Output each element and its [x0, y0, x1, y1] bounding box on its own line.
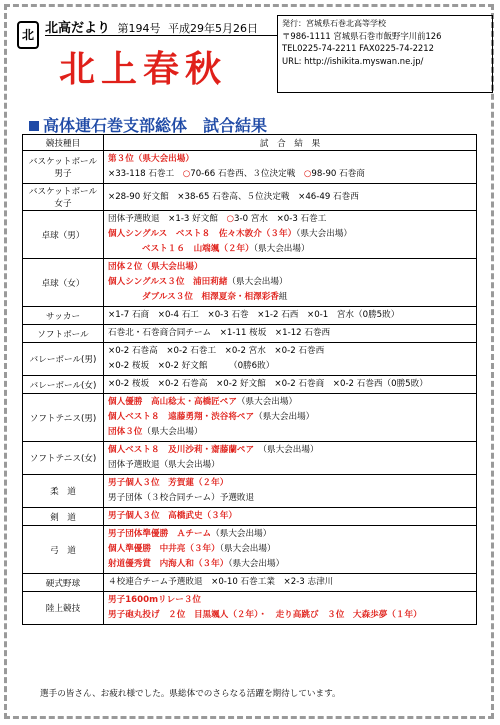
table-row — [23, 442, 477, 475]
result-line — [108, 395, 472, 410]
event-name: ソフトテニス(男) — [23, 394, 104, 442]
result-text: 男子個人３位 高橋武史（３年） — [108, 511, 237, 521]
result-line — [108, 377, 472, 392]
table-row — [23, 343, 477, 376]
result-line — [108, 212, 472, 227]
result-text: ×0-2 桜坂 ×0-2 好文館 （0勝6敗） — [108, 361, 275, 371]
result-text: ×33-118 石巻工 — [108, 169, 183, 179]
table-row — [23, 325, 477, 343]
tel-fax: TEL0225-74-2211 FAX0225-74-2212 — [282, 43, 434, 54]
result-cell — [104, 259, 477, 307]
result-line — [108, 260, 472, 275]
event-name: バスケットボール男子 — [23, 151, 104, 184]
school-crest-icon: 北 — [17, 21, 39, 49]
issue-date: 平成29年5月26日 — [168, 22, 259, 35]
result-line — [108, 290, 472, 305]
table-row — [23, 184, 477, 211]
result-text: ４校連合チーム予選敗退 ×0-10 石巻工業 ×2-3 志津川 — [108, 577, 334, 587]
address: 〒986-1111 宮城県石巻市飯野字川前126 — [282, 31, 442, 42]
result-text: 個人ベスト８ 及川沙莉・齋藤蘭ペア — [108, 445, 255, 455]
result-text: 個人準優勝 中井亮（３年） — [108, 544, 220, 554]
result-text: 70-66 石巻西、３位決定戦 — [190, 169, 304, 179]
result-text: 石巻北・石巻商合同チーム ×1-11 桜坂 ×1-12 石巻西 — [108, 328, 331, 338]
result-text: （県大会出場） — [211, 529, 272, 539]
result-text: （県大会出場） — [254, 412, 315, 422]
result-text: 98-90 石巻商 — [311, 169, 365, 179]
table-row — [23, 508, 477, 526]
results-table — [22, 134, 477, 625]
publisher: 発行：宮城県石巻北高等学校 — [282, 19, 386, 28]
newsletter-nickname: 北高だより — [45, 21, 111, 36]
result-text: （県大会出場） — [254, 445, 319, 455]
result-text: 男子1600mリレー３位 — [108, 595, 202, 605]
table-row — [23, 211, 477, 259]
table-row — [23, 151, 477, 184]
result-line — [108, 593, 472, 608]
result-cell — [104, 394, 477, 442]
result-cell — [104, 376, 477, 394]
result-line — [108, 308, 472, 323]
result-text: （県大会出場） — [296, 229, 353, 239]
result-text: （県大会出場） — [227, 277, 288, 287]
result-line — [108, 527, 472, 542]
event-name: 硬式野球 — [23, 574, 104, 592]
newsletter-title: 北上春秋 — [59, 48, 228, 90]
result-line — [108, 242, 472, 257]
publisher-box — [277, 15, 493, 93]
result-text: （県大会出場） — [236, 397, 298, 407]
result-text: 3-0 宮水 ×0-3 石巻工 — [234, 214, 327, 224]
event-name: バレーボール(男) — [23, 343, 104, 376]
header-result: 試 合 結 果 — [104, 135, 477, 151]
table-header-row — [23, 135, 477, 151]
result-cell — [104, 508, 477, 526]
table-row — [23, 592, 477, 625]
result-line — [108, 344, 472, 359]
result-cell — [104, 211, 477, 259]
result-cell — [104, 574, 477, 592]
result-text: ×1-7 石商 ×0-4 石工 ×0-3 石巻 ×1-2 石西 ×0-1 宮水（0勝5敗） — [108, 310, 400, 320]
table-row — [23, 394, 477, 442]
result-text: 男子個人３位 芳賀蓮（２年） — [108, 478, 229, 488]
result-text: 男子砲丸投げ ２位 目黒颯人（２年）・ 走り高跳び ３位 大森歩夢（１年） — [108, 610, 422, 620]
result-line — [108, 491, 472, 506]
result-line — [108, 190, 472, 205]
result-line — [108, 509, 472, 524]
result-text: 個人優勝 高山稔太・高橋匠ペア — [108, 397, 237, 407]
table-row — [23, 574, 477, 592]
result-cell — [104, 442, 477, 475]
result-text: ○ — [182, 169, 191, 179]
result-text: 射道優秀賞 内海人和（３年） — [108, 559, 229, 569]
result-line — [108, 542, 472, 557]
result-line — [108, 410, 472, 425]
url-link[interactable]: URL: http://ishikita.myswan.ne.jp/ — [282, 55, 424, 66]
result-text: ○ — [226, 214, 235, 224]
masthead — [15, 15, 493, 93]
table-row — [23, 475, 477, 508]
result-text: ダブルス３位 相澤夏奈・相澤彩香 — [142, 292, 279, 302]
result-text: 団体予選敗退 ×1-3 好文館 — [108, 214, 227, 224]
result-text: （県大会出場） — [253, 244, 310, 254]
result-text: 個人シングルス ベスト８ 佐々木敦介（３年） — [108, 229, 297, 239]
table-row — [23, 376, 477, 394]
result-line — [108, 476, 472, 491]
result-text: 団体予選敗退（県大会出場） — [108, 460, 220, 470]
result-text: ×28-90 好文館 ×38-65 石巻高、５位決定戦 ×46-49 石巻西 — [108, 191, 359, 202]
result-cell — [104, 325, 477, 343]
result-line — [108, 152, 472, 167]
section-title: 高体連石巻支部総体 試合結果 — [29, 113, 267, 136]
event-name: ソフトボール — [23, 325, 104, 343]
result-text: ○ — [303, 169, 312, 179]
result-line — [108, 608, 472, 623]
result-text: 団体３位 — [108, 427, 143, 437]
result-line — [108, 425, 472, 440]
result-line — [108, 575, 472, 590]
result-text: ×0-2 桜坂 ×0-2 石巻高 ×0-2 好文館 ×0-2 石巻商 ×0-2 石巻西（0勝5敗） — [108, 379, 428, 389]
result-text: 男子団体準優勝 Ａチーム — [108, 529, 212, 539]
result-line — [108, 275, 472, 290]
result-line — [108, 557, 472, 572]
table-row — [23, 526, 477, 574]
event-name: バスケットボール女子 — [23, 184, 104, 211]
result-cell — [104, 307, 477, 325]
result-line — [108, 458, 472, 473]
result-line — [108, 359, 472, 374]
result-line — [108, 326, 472, 341]
result-line — [108, 227, 472, 242]
result-text: 個人ベスト８ 遠藤勇翔・渋谷将ペア — [108, 412, 255, 422]
event-name: ソフトテニス(女) — [23, 442, 104, 475]
event-name: 卓球（男） — [23, 211, 104, 259]
masthead-line — [45, 17, 258, 36]
issue-number: 第194号 — [117, 22, 161, 35]
result-text: 第３位（県大会出場） — [108, 154, 194, 164]
event-name: サッカー — [23, 307, 104, 325]
table-row — [23, 259, 477, 307]
result-text: ×0-2 石巻高 ×0-2 石巻工 ×0-2 宮水 ×0-2 石巻西 — [108, 346, 325, 356]
closing-message: 選手の皆さん、お疲れ様でした。県総体でのさらなる活躍を期待しています。 — [40, 689, 341, 699]
table-row — [23, 307, 477, 325]
result-cell — [104, 184, 477, 211]
result-cell — [104, 343, 477, 376]
square-bullet-icon — [29, 121, 39, 131]
result-text: 組 — [278, 292, 288, 302]
event-name: バレーボール(女) — [23, 376, 104, 394]
result-cell — [104, 526, 477, 574]
result-text: （県大会出場） — [142, 427, 203, 437]
event-name: 卓球（女） — [23, 259, 104, 307]
result-cell — [104, 475, 477, 508]
result-text: 男子団体（３校合同チーム）予選敗退 — [108, 493, 255, 503]
result-line — [108, 443, 472, 458]
event-name: 陸上競技 — [23, 592, 104, 625]
result-cell — [104, 592, 477, 625]
masthead-rule — [45, 35, 277, 36]
result-text: ベスト１６ 山端颯（２年） — [142, 244, 254, 254]
result-text: 個人シングルス３位 浦田莉緒 — [108, 277, 228, 287]
result-cell — [104, 151, 477, 184]
result-text: （県大会出場） — [228, 559, 285, 569]
event-name: 弓 道 — [23, 526, 104, 574]
result-text: 団体２位（県大会出場） — [108, 262, 203, 272]
event-name: 剣 道 — [23, 508, 104, 526]
result-line — [108, 167, 472, 182]
header-event: 競技種目 — [23, 135, 104, 151]
result-text: （県大会出場） — [219, 544, 276, 554]
event-name: 柔 道 — [23, 475, 104, 508]
